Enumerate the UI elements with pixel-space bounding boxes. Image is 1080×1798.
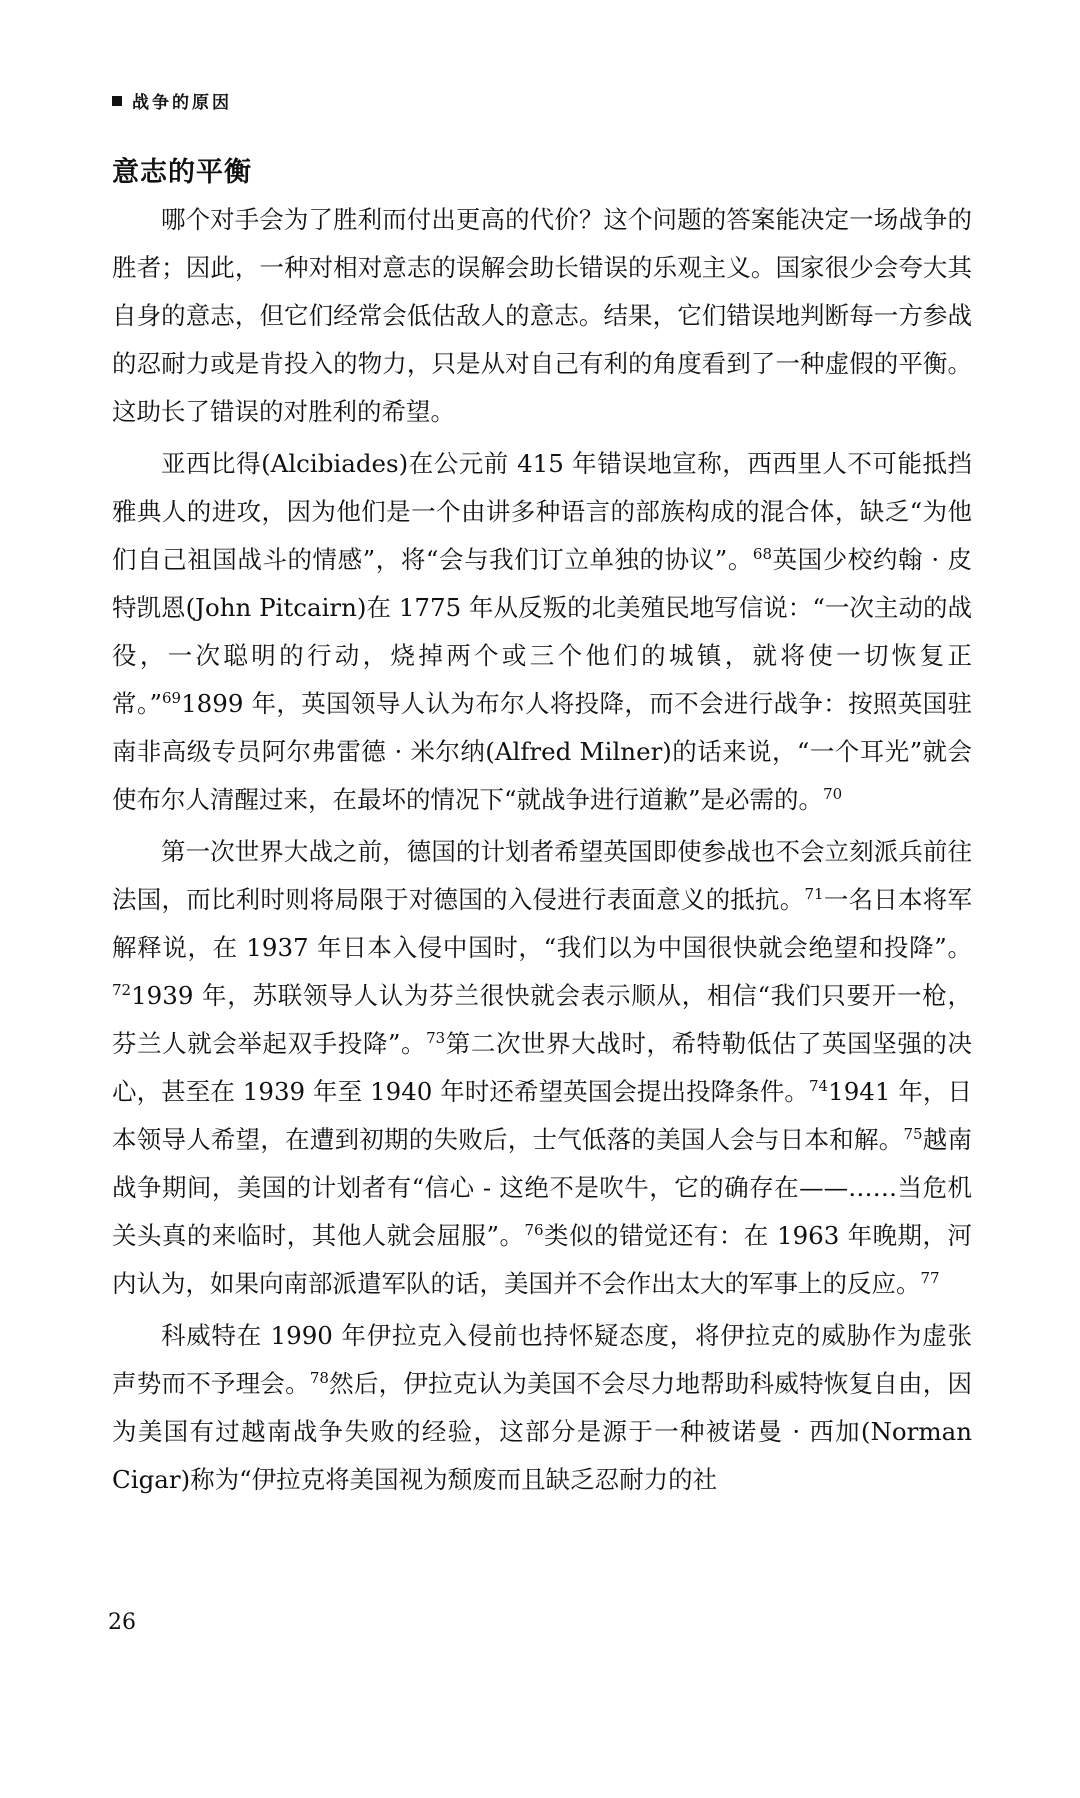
page-number: 26 — [108, 1610, 136, 1635]
text-run: 英国少校约翰 · 皮特凯恩(John Pitcairn)在 1775 年从反叛的北美殖民地写信说：“一次主动的战役，一次聪明的行动，烧掉两个或三个他们的城镇，就将使一切恢复正常。” — [112, 545, 972, 718]
paragraph — [112, 1312, 972, 1504]
footnote-ref: 76 — [524, 1220, 544, 1239]
text-run: 然后，伊拉克认为美国不会尽力地帮助科威特恢复自由，因为美国有过越南战争失败的经验，这部分是源于一种被诺曼 · 西加(Norman Cigar)称为“伊拉克将美国视为颓废而且缺乏忍耐力的社 — [112, 1369, 972, 1494]
text-run: 1941 年，日本领导人希望，在遭到初期的失败后，士气低落的美国人会与日本和解。 — [112, 1077, 972, 1154]
footnote-ref: 73 — [426, 1028, 446, 1047]
footnote-ref: 70 — [823, 784, 843, 803]
footnote-ref: 69 — [161, 688, 182, 707]
paragraph — [112, 828, 972, 1308]
text-run: 科威特在 1990 年伊拉克入侵前也持怀疑态度，将伊拉克的威胁作为虚张声势而不予理会。 — [112, 1321, 972, 1398]
square-bullet-icon — [112, 96, 122, 106]
text-run: 亚西比得(Alcibiades)在公元前 415 年错误地宣称，西西里人不可能抵挡雅典人的进攻，因为他们是一个由讲多种语言的部族构成的混合体，缺乏“为他们自己祖国战斗的情感”，将“会与我们订立单独的协议”。 — [112, 449, 972, 574]
text-run: 第二次世界大战时，希特勒低估了英国坚强的决心，甚至在 1939 年至 1940 年时还希望英国会提出投降条件。 — [112, 1029, 972, 1106]
text-run: 类似的错觉还有：在 1963 年晚期，河内认为，如果向南部派遣军队的话，美国并不会作出太大的军事上的反应。 — [112, 1221, 972, 1298]
footnote-ref: 78 — [309, 1368, 329, 1387]
text-run: 一名日本将军解释说，在 1937 年日本入侵中国时，“我们以为中国很快就会绝望和投降”。 — [112, 885, 973, 962]
footnote-ref: 68 — [752, 544, 773, 563]
running-head-text: 战争的原因 — [132, 93, 232, 113]
text-run: 哪个对手会为了胜利而付出更高的代价？这个问题的答案能决定一场战争的胜者；因此，一种对相对意志的误解会助长错误的乐观主义。国家很少会夸大其自身的意志，但它们经常会低估敌人的意志。结果，它们错误地判断每一方参战的忍耐力或是肯投入的物力，只是从对自己有利的角度看到了一种虚假的平衡。这助长了错误的对胜利的希望。 — [112, 205, 972, 426]
footnote-ref: 74 — [809, 1076, 829, 1095]
body-text — [112, 196, 972, 1508]
running-head — [112, 88, 232, 113]
paragraph — [112, 196, 972, 436]
text-run: 1899 年，英国领导人认为布尔人将投降，而不会进行战争：按照英国驻南非高级专员阿尔弗雷德 · 米尔纳(Alfred Milner)的话来说，“一个耳光”就会使布尔人清醒过来，在最坏的情况下“就战争进行道歉”是必需的。 — [112, 689, 972, 814]
footnote-ref: 75 — [903, 1124, 923, 1143]
footnote-ref: 77 — [920, 1268, 940, 1287]
footnote-ref: 72 — [112, 980, 132, 999]
footnote-ref: 71 — [804, 884, 824, 903]
text-run: 第一次世界大战之前，德国的计划者希望英国即使参战也不会立刻派兵前往法国，而比利时则将局限于对德国的入侵进行表面意义的抵抗。 — [112, 837, 972, 914]
text-run: 越南战争期间，美国的计划者有“信心 - 这绝不是吹牛，它的确存在——……当危机关头真的来临时，其他人就会屈服”。 — [112, 1125, 972, 1250]
paragraph — [112, 440, 972, 824]
text-run: 1939 年，苏联领导人认为芬兰很快就会表示顺从，相信“我们只要开一枪，芬兰人就会举起双手投降”。 — [112, 981, 972, 1058]
section-title: 意志的平衡 — [112, 157, 252, 188]
